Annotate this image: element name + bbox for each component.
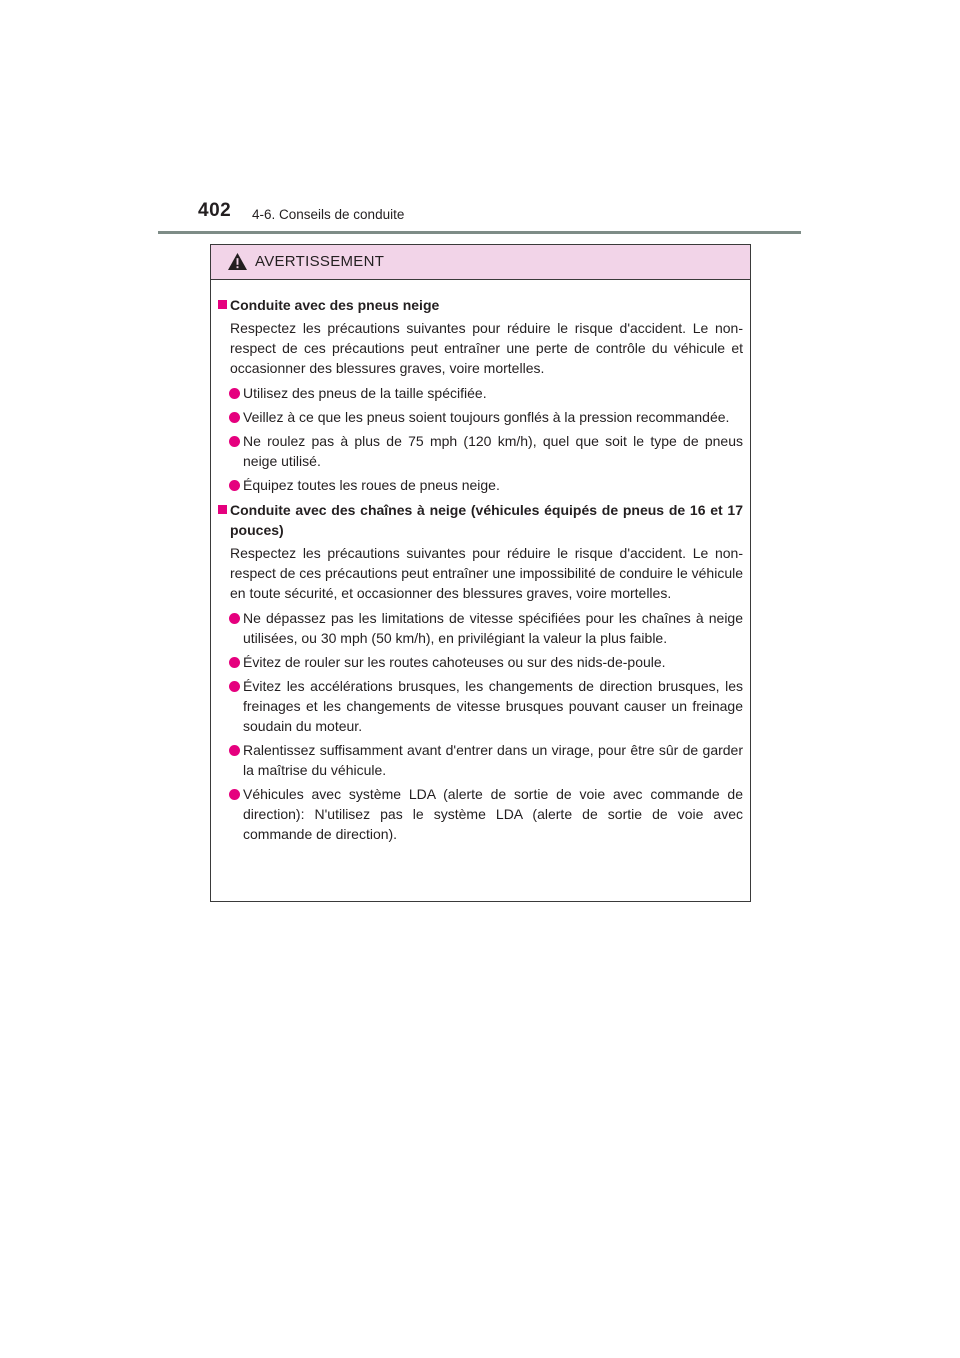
round-bullet-icon <box>229 388 240 399</box>
bullet-text: Veillez à ce que les pneus soient toujours gonflés à la pression recommandée. <box>243 409 730 425</box>
bullet-text: Ralentissez suffisamment avant d'entrer dans un virage, pour être sûr de garder la maîtrise du véhicule. <box>243 742 743 778</box>
warning-body <box>211 280 750 844</box>
section-intro: Respectez les précautions suivantes pour réduire le risque d'accident. Le non-respect de ces précautions peut entraîner une impossibilité de conduire le véhicule en toute sécurité, et occasionner des blessures graves, voire mortelles. <box>230 545 743 601</box>
section-title: 4-6. Conseils de conduite <box>252 207 405 222</box>
round-bullet-icon <box>229 436 240 447</box>
section-heading-text: Conduite avec des pneus neige <box>230 297 440 313</box>
warning-label: AVERTISSEMENT <box>255 253 385 270</box>
bullet-item <box>217 431 743 471</box>
bullet-text: Évitez les accélérations brusques, les changements de direction brusques, les freinages et les changements de vitesse brusques pouvant causer un freinage soudain du moteur. <box>243 678 743 734</box>
section-heading <box>217 500 743 540</box>
section-heading <box>217 295 743 315</box>
section-intro: Respectez les précautions suivantes pour réduire le risque d'accident. Le non-respect de ces précautions peut entraîner une perte de contrôle du véhicule et occasionner des blessures graves, voire mortelles. <box>230 320 743 376</box>
bullet-text: Évitez de rouler sur les routes cahoteuses ou sur des nids-de-poule. <box>243 654 666 670</box>
bullet-text: Ne dépassez pas les limitations de vitesse spécifiées pour les chaînes à neige utilisées, ou 30 mph (50 km/h), en privilégiant la valeur la plus faible. <box>243 610 743 646</box>
warning-triangle-icon <box>227 252 248 271</box>
round-bullet-icon <box>229 745 240 756</box>
square-bullet-icon <box>218 300 227 309</box>
header-rule <box>158 231 801 234</box>
bullet-item <box>217 475 743 495</box>
bullet-item <box>217 784 743 844</box>
bullet-text: Équipez toutes les roues de pneus neige. <box>243 477 500 493</box>
bullet-text: Véhicules avec système LDA (alerte de sortie de voie avec commande de direction): N'utilisez pas le système LDA (alerte de sortie de voie avec commande de direction). <box>243 786 743 842</box>
round-bullet-icon <box>229 613 240 624</box>
round-bullet-icon <box>229 789 240 800</box>
bullet-item <box>217 407 743 427</box>
section-heading-text: Conduite avec des chaînes à neige (véhicules équipés de pneus de 16 et 17 pouces) <box>230 502 743 538</box>
bullet-item <box>217 740 743 780</box>
round-bullet-icon <box>229 657 240 668</box>
bullet-item <box>217 383 743 403</box>
warning-header <box>211 245 750 280</box>
bullet-item <box>217 608 743 648</box>
bullet-item <box>217 652 743 672</box>
bullet-text: Utilisez des pneus de la taille spécifiée. <box>243 385 487 401</box>
bullet-item <box>217 676 743 736</box>
round-bullet-icon <box>229 681 240 692</box>
warning-box <box>210 244 751 902</box>
round-bullet-icon <box>229 412 240 423</box>
square-bullet-icon <box>218 505 227 514</box>
round-bullet-icon <box>229 480 240 491</box>
page-number: 402 <box>198 200 232 221</box>
bullet-text: Ne roulez pas à plus de 75 mph (120 km/h), quel que soit le type de pneus neige utilisé. <box>243 433 743 469</box>
